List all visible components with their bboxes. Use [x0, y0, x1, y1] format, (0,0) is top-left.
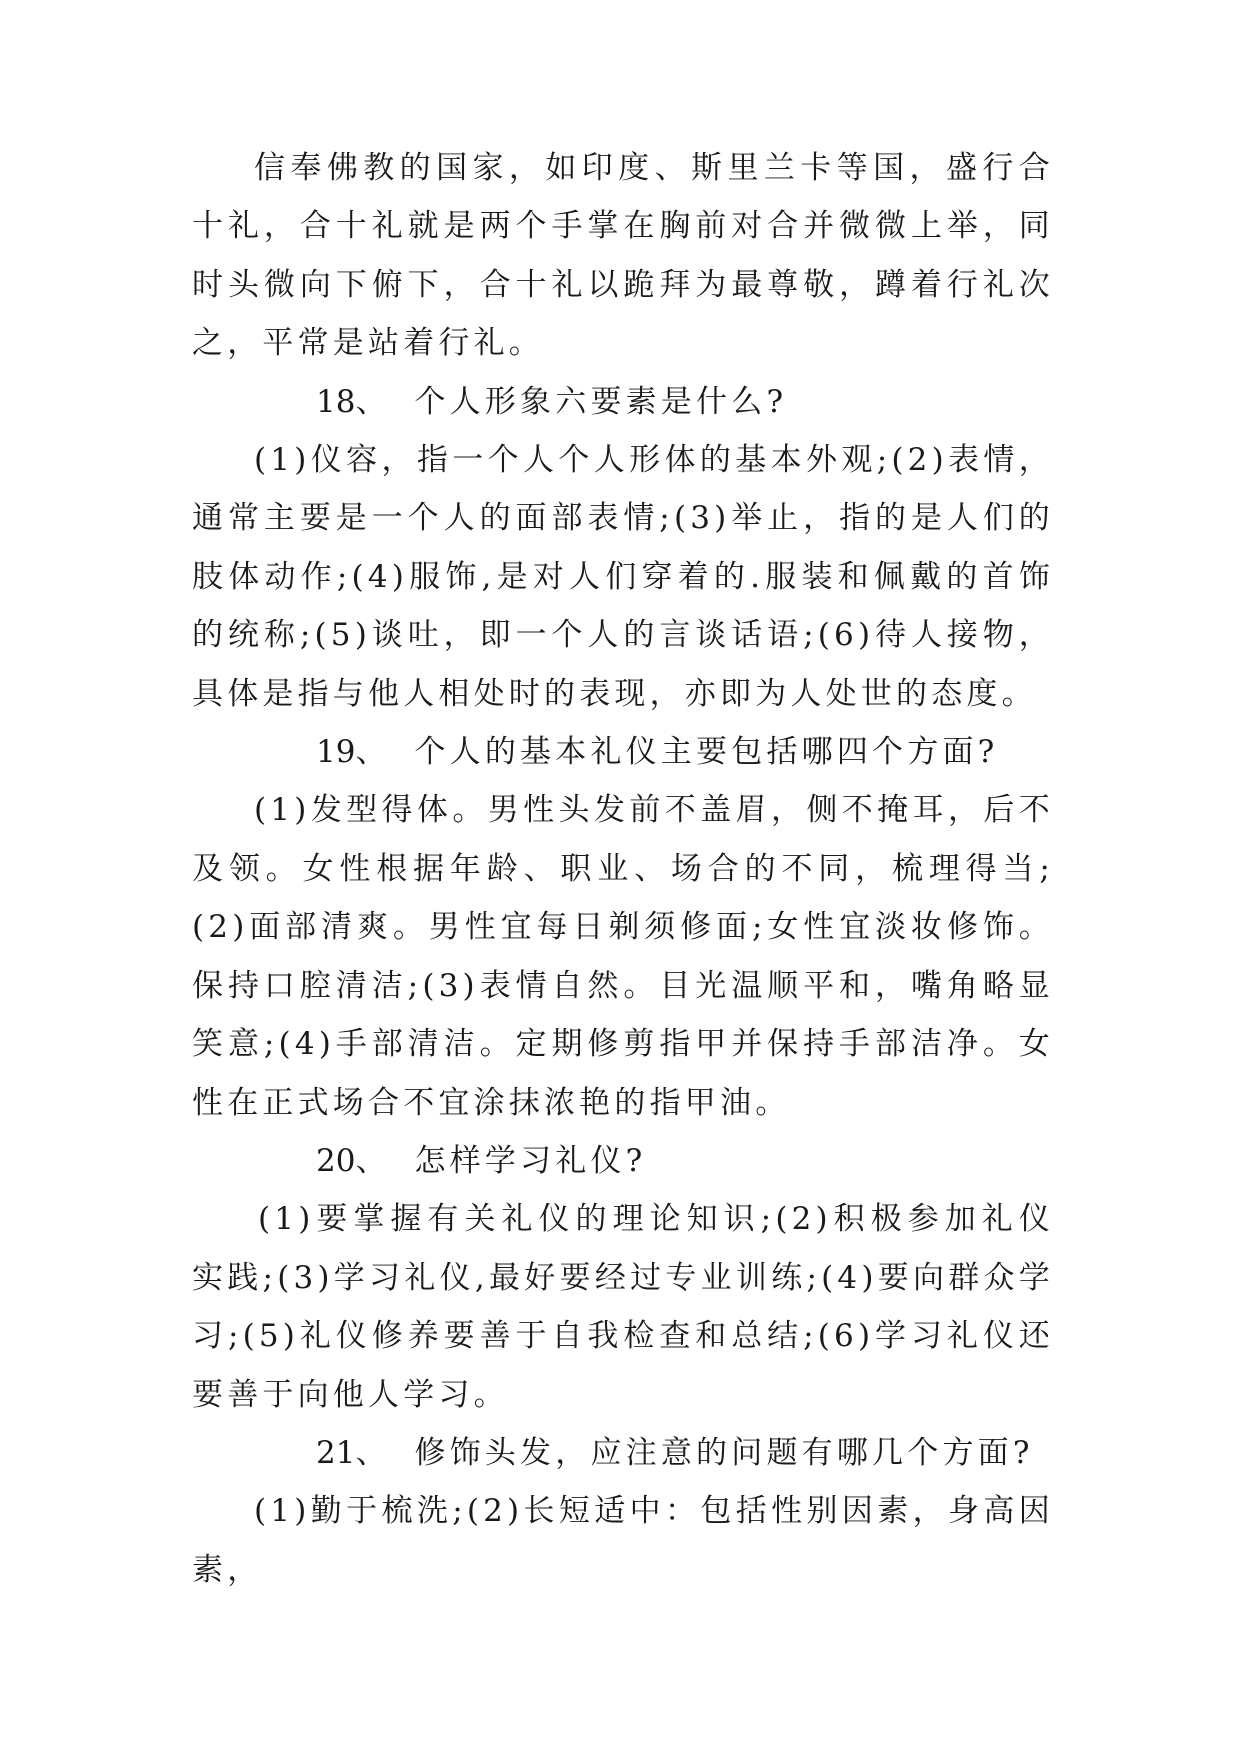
question-text: 个人的基本礼仪主要包括哪四个方面? — [414, 734, 999, 771]
question-number: 21、 — [316, 1434, 387, 1471]
question-number: 20、 — [316, 1142, 387, 1179]
question-text: 怎样学习礼仪? — [414, 1142, 647, 1179]
answer-19: (1)发型得体。男性头发前不盖眉，侧不掩耳，后不及领。女性根据年龄、职业、场合的不同，梳理得当;(2)面部清爽。男性宜每日剃须修面;女性宜淡妆修饰。保持口腔清洁;(3)表情自然。目光温顺平和，嘴角略显笑意;(4)手部清洁。定期修剪指甲并保持手部洁净。女性在正式场合不宜涂抹浓艳的指甲油。 — [192, 792, 1054, 1121]
answer-21: (1)勤于梳洗;(2)长短适中：包括性别因素，身高因素， — [192, 1493, 1054, 1588]
question-18 — [192, 373, 1054, 431]
answer-18: (1)仪容，指一个人个人形体的基本外观;(2)表情，通常主要是一个人的面部表情;(3)举止，指的是人们的肢体动作;(4)服饰,是对人们穿着的.服装和佩戴的首饰的统称;(5)谈吐，即一个人的言谈话语;(6)待人接物，具体是指与他人相处时的表现，亦即为人处世的态度。 — [192, 442, 1054, 712]
document-body — [192, 139, 1054, 1599]
question-19 — [192, 723, 1054, 781]
question-20 — [192, 1132, 1054, 1190]
paragraph-buddhist-greeting: 信奉佛教的国家，如印度、斯里兰卡等国，盛行合十礼，合十礼就是两个手掌在胸前对合并微微上举，同时头微向下俯下，合十礼以跪拜为最尊敬，蹲着行礼次之，平常是站着行礼。 — [192, 150, 1054, 362]
question-number: 18、 — [316, 383, 387, 420]
question-text: 修饰头发，应注意的问题有哪几个方面? — [414, 1434, 1034, 1471]
question-number: 19、 — [316, 734, 387, 771]
answer-20: (1)要掌握有关礼仪的理论知识;(2)积极参加礼仪实践;(3)学习礼仪,最好要经过专业训练;(4)要向群众学习;(5)礼仪修养要善于自我检查和总结;(6)学习礼仪还要善于向他人学习。 — [192, 1201, 1054, 1413]
question-21 — [192, 1424, 1054, 1482]
question-text: 个人形象六要素是什么? — [414, 383, 788, 420]
